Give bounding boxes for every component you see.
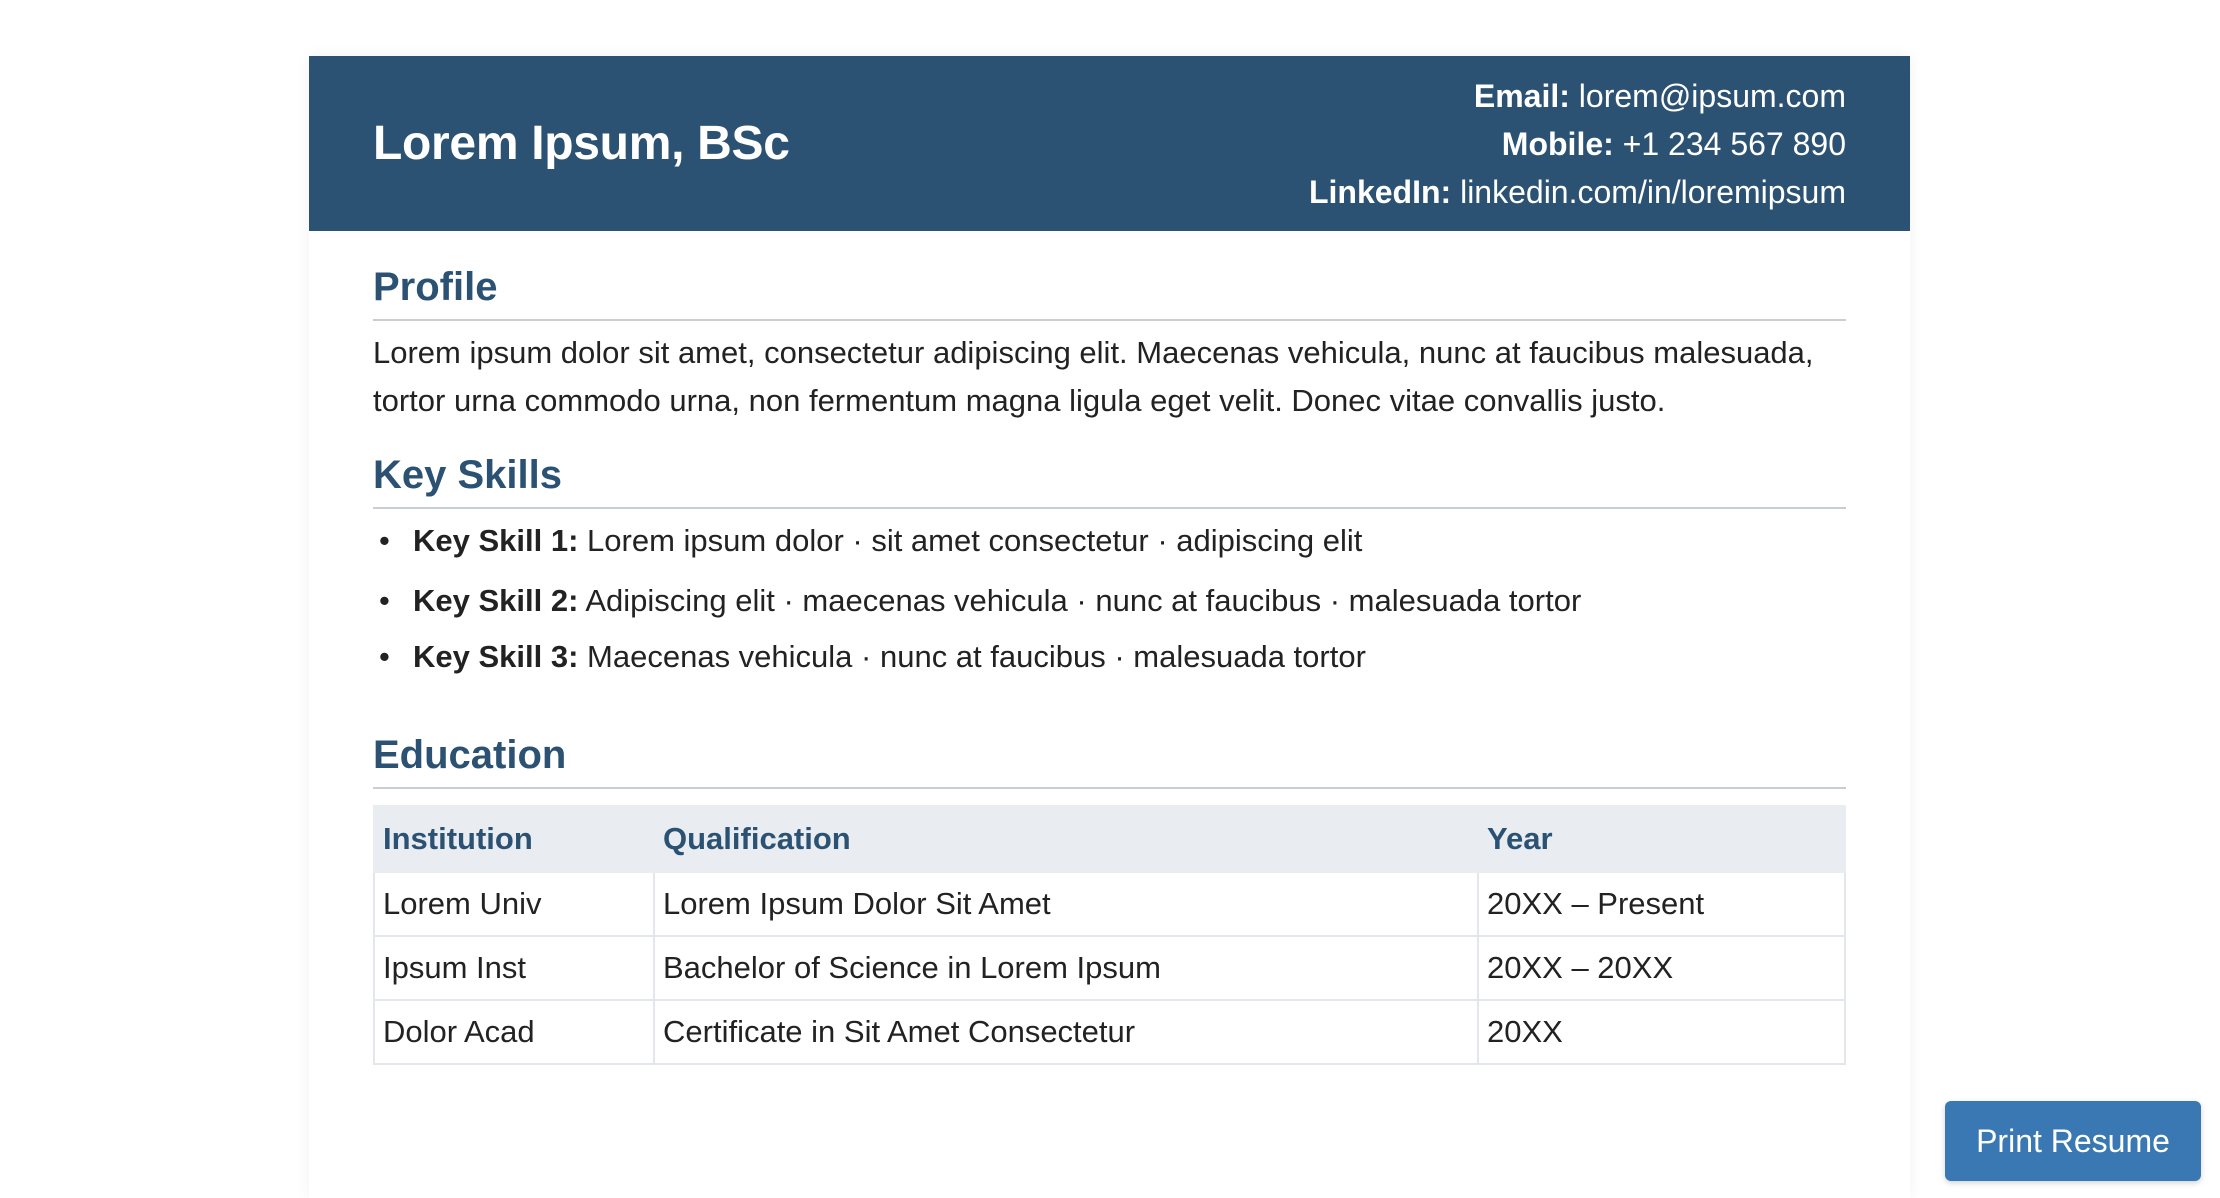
contact-linkedin-line <box>1309 168 1846 216</box>
bullet-icon: • <box>379 523 390 558</box>
column-header-qualification: Qualification <box>654 806 1478 872</box>
skill-text: Adipiscing elit · maecenas vehicula · nunc at faucibus · malesuada tortor <box>585 583 1582 618</box>
skills-list <box>373 517 1846 681</box>
resume-header <box>309 56 1910 231</box>
table-row <box>374 936 1845 1000</box>
skill-item <box>373 517 1846 565</box>
profile-text: Lorem ipsum dolor sit amet, consectetur adipiscing elit. Maecenas vehicula, nunc at faucibus malesuada, tortor urna commodo urna, non fermentum magna ligula eget velit. Donec vitae convallis justo. <box>373 335 1814 418</box>
cell-institution: Dolor Acad <box>374 1000 654 1064</box>
skill-label: Key Skill 2: <box>413 583 579 618</box>
column-header-institution: Institution <box>374 806 654 872</box>
cell-institution: Lorem Univ <box>374 872 654 936</box>
print-resume-button[interactable]: Print Resume <box>1945 1101 2201 1181</box>
linkedin-label: LinkedIn: <box>1308 174 1452 210</box>
skill-item <box>373 633 1846 681</box>
mobile-value: +1 234 567 890 <box>1622 126 1846 162</box>
cell-institution: Ipsum Inst <box>374 936 654 1000</box>
resume-page <box>309 56 1910 1198</box>
email-value[interactable]: lorem@ipsum.com <box>1578 78 1846 114</box>
cell-year: 20XX – Present <box>1478 872 1845 936</box>
skill-label: Key Skill 1: <box>413 523 579 558</box>
cell-year: 20XX <box>1478 1000 1845 1064</box>
linkedin-value[interactable]: linkedin.com/in/loremipsum <box>1460 174 1846 210</box>
resume-name: Lorem Ipsum, BSc <box>373 117 790 170</box>
cell-year: 20XX – 20XX <box>1478 936 1845 1000</box>
table-row <box>374 1000 1845 1064</box>
mobile-label: Mobile: <box>1501 126 1614 162</box>
skill-label: Key Skill 3: <box>413 639 579 674</box>
education-heading: Education <box>373 733 567 777</box>
cell-qualification: Lorem Ipsum Dolor Sit Amet <box>654 872 1478 936</box>
skills-heading: Key Skills <box>373 453 563 497</box>
cell-qualification: Certificate in Sit Amet Consectetur <box>654 1000 1478 1064</box>
skill-item <box>373 577 1846 625</box>
contact-block <box>1309 72 1846 216</box>
bullet-icon: • <box>379 583 390 618</box>
bullet-icon: • <box>379 639 390 674</box>
education-table <box>373 805 1846 1065</box>
table-row <box>374 872 1845 936</box>
resume-content <box>373 231 1846 1065</box>
column-header-year: Year <box>1478 806 1845 872</box>
skill-text: Maecenas vehicula · nunc at faucibus · malesuada tortor <box>587 639 1366 674</box>
table-header-row <box>374 806 1845 872</box>
cell-qualification: Bachelor of Science in Lorem Ipsum <box>654 936 1478 1000</box>
contact-email-line <box>1309 72 1846 120</box>
email-label: Email: <box>1473 78 1570 114</box>
profile-heading: Profile <box>373 265 498 309</box>
skill-text: Lorem ipsum dolor · sit amet consectetur · adipiscing elit <box>587 523 1363 558</box>
contact-mobile-line <box>1309 120 1846 168</box>
